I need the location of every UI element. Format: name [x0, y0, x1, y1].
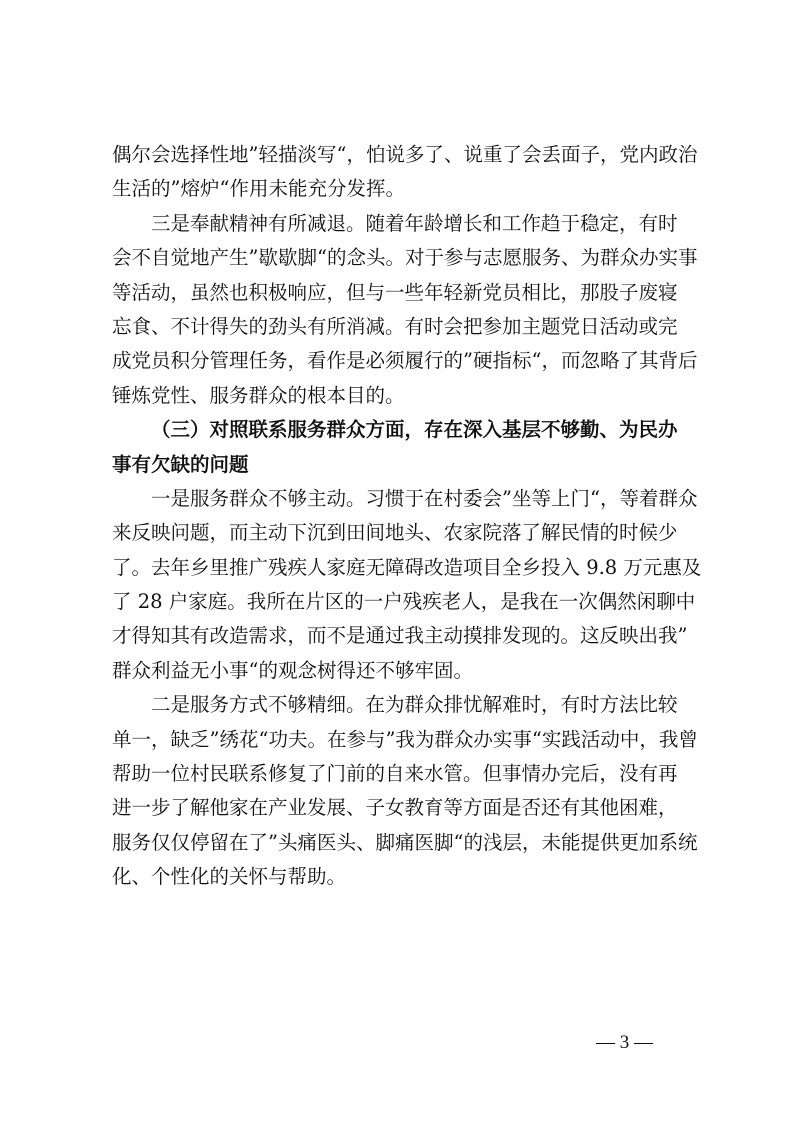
- text-line: 单一，缺乏”绣花“功夫。在参与”我为群众办实事“实践活动中，我曾: [112, 727, 698, 751]
- paragraph-continuation: [112, 138, 698, 207]
- paragraph-dedication: [112, 207, 698, 413]
- heading-line: 事有欠缺的问题: [112, 452, 249, 476]
- text-line: 帮助一位村民联系修复了门前的自来水管。但事情办完后，没有再: [112, 762, 678, 786]
- text-line: 成党员积分管理任务，看作是必须履行的”硬指标“，而忽略了其背后: [112, 349, 698, 373]
- text-line: 锤炼党性、服务群众的根本目的。: [112, 383, 405, 407]
- document-body: [112, 138, 702, 895]
- text-line: 来反映问题，而主动下沉到田间地头、农家院落了解民情的时候少: [112, 521, 678, 545]
- text-line: 一是服务群众不够主动。习惯于在村委会”坐等上门“，等着群众: [151, 486, 698, 510]
- text-line: 才得知其有改造需求，而不是通过我主动摸排发现的。这反映出我”: [112, 624, 688, 648]
- text-line: 二是服务方式不够精细。在为群众排忧解难时，有时方法比较: [151, 693, 678, 717]
- section-heading: [112, 413, 678, 482]
- paragraph-service-initiative: [112, 482, 702, 688]
- paragraph-service-method: [112, 688, 698, 894]
- text-line: 进一步了解他家在产业发展、子女教育等方面是否还有其他困难，: [112, 796, 678, 820]
- page-number: — 3 —: [596, 1032, 653, 1053]
- text-line: 服务仅仅停留在了”头痛医头、脚痛医脚“的浅层，未能提供更加系统: [112, 830, 698, 854]
- heading-line: （三）对照联系服务群众方面，存在深入基层不够勤、为民办: [151, 418, 678, 442]
- text-line: 三是奉献精神有所减退。随着年龄增长和工作趋于稳定，有时: [151, 211, 678, 235]
- text-line: 化、个性化的关怀与帮助。: [112, 865, 347, 889]
- text-line: 生活的”熔炉“作用未能充分发挥。: [112, 177, 405, 201]
- text-line: 偶尔会选择性地”轻描淡写“，怕说多了、说重了会丢面子，党内政治: [112, 143, 698, 166]
- text-line: 等活动，虽然也积极响应，但与一些年轻新党员相比，那股子废寝: [112, 280, 678, 304]
- text-line: 忘食、不计得失的劲头有所消减。有时会把参加主题党日活动或完: [112, 314, 678, 338]
- text-line: 了 28 户家庭。我所在片区的一户残疾老人，是我在一次偶然闲聊中: [112, 590, 696, 614]
- text-line: 群众利益无小事“的观念树得还不够牢固。: [112, 658, 473, 682]
- text-line: 了。去年乡里推广残疾人家庭无障碍改造项目全乡投入 9.8 万元惠及: [112, 555, 702, 579]
- text-line: 会不自觉地产生”歇歇脚“的念头。对于参与志愿服务、为群众办实事: [112, 246, 698, 270]
